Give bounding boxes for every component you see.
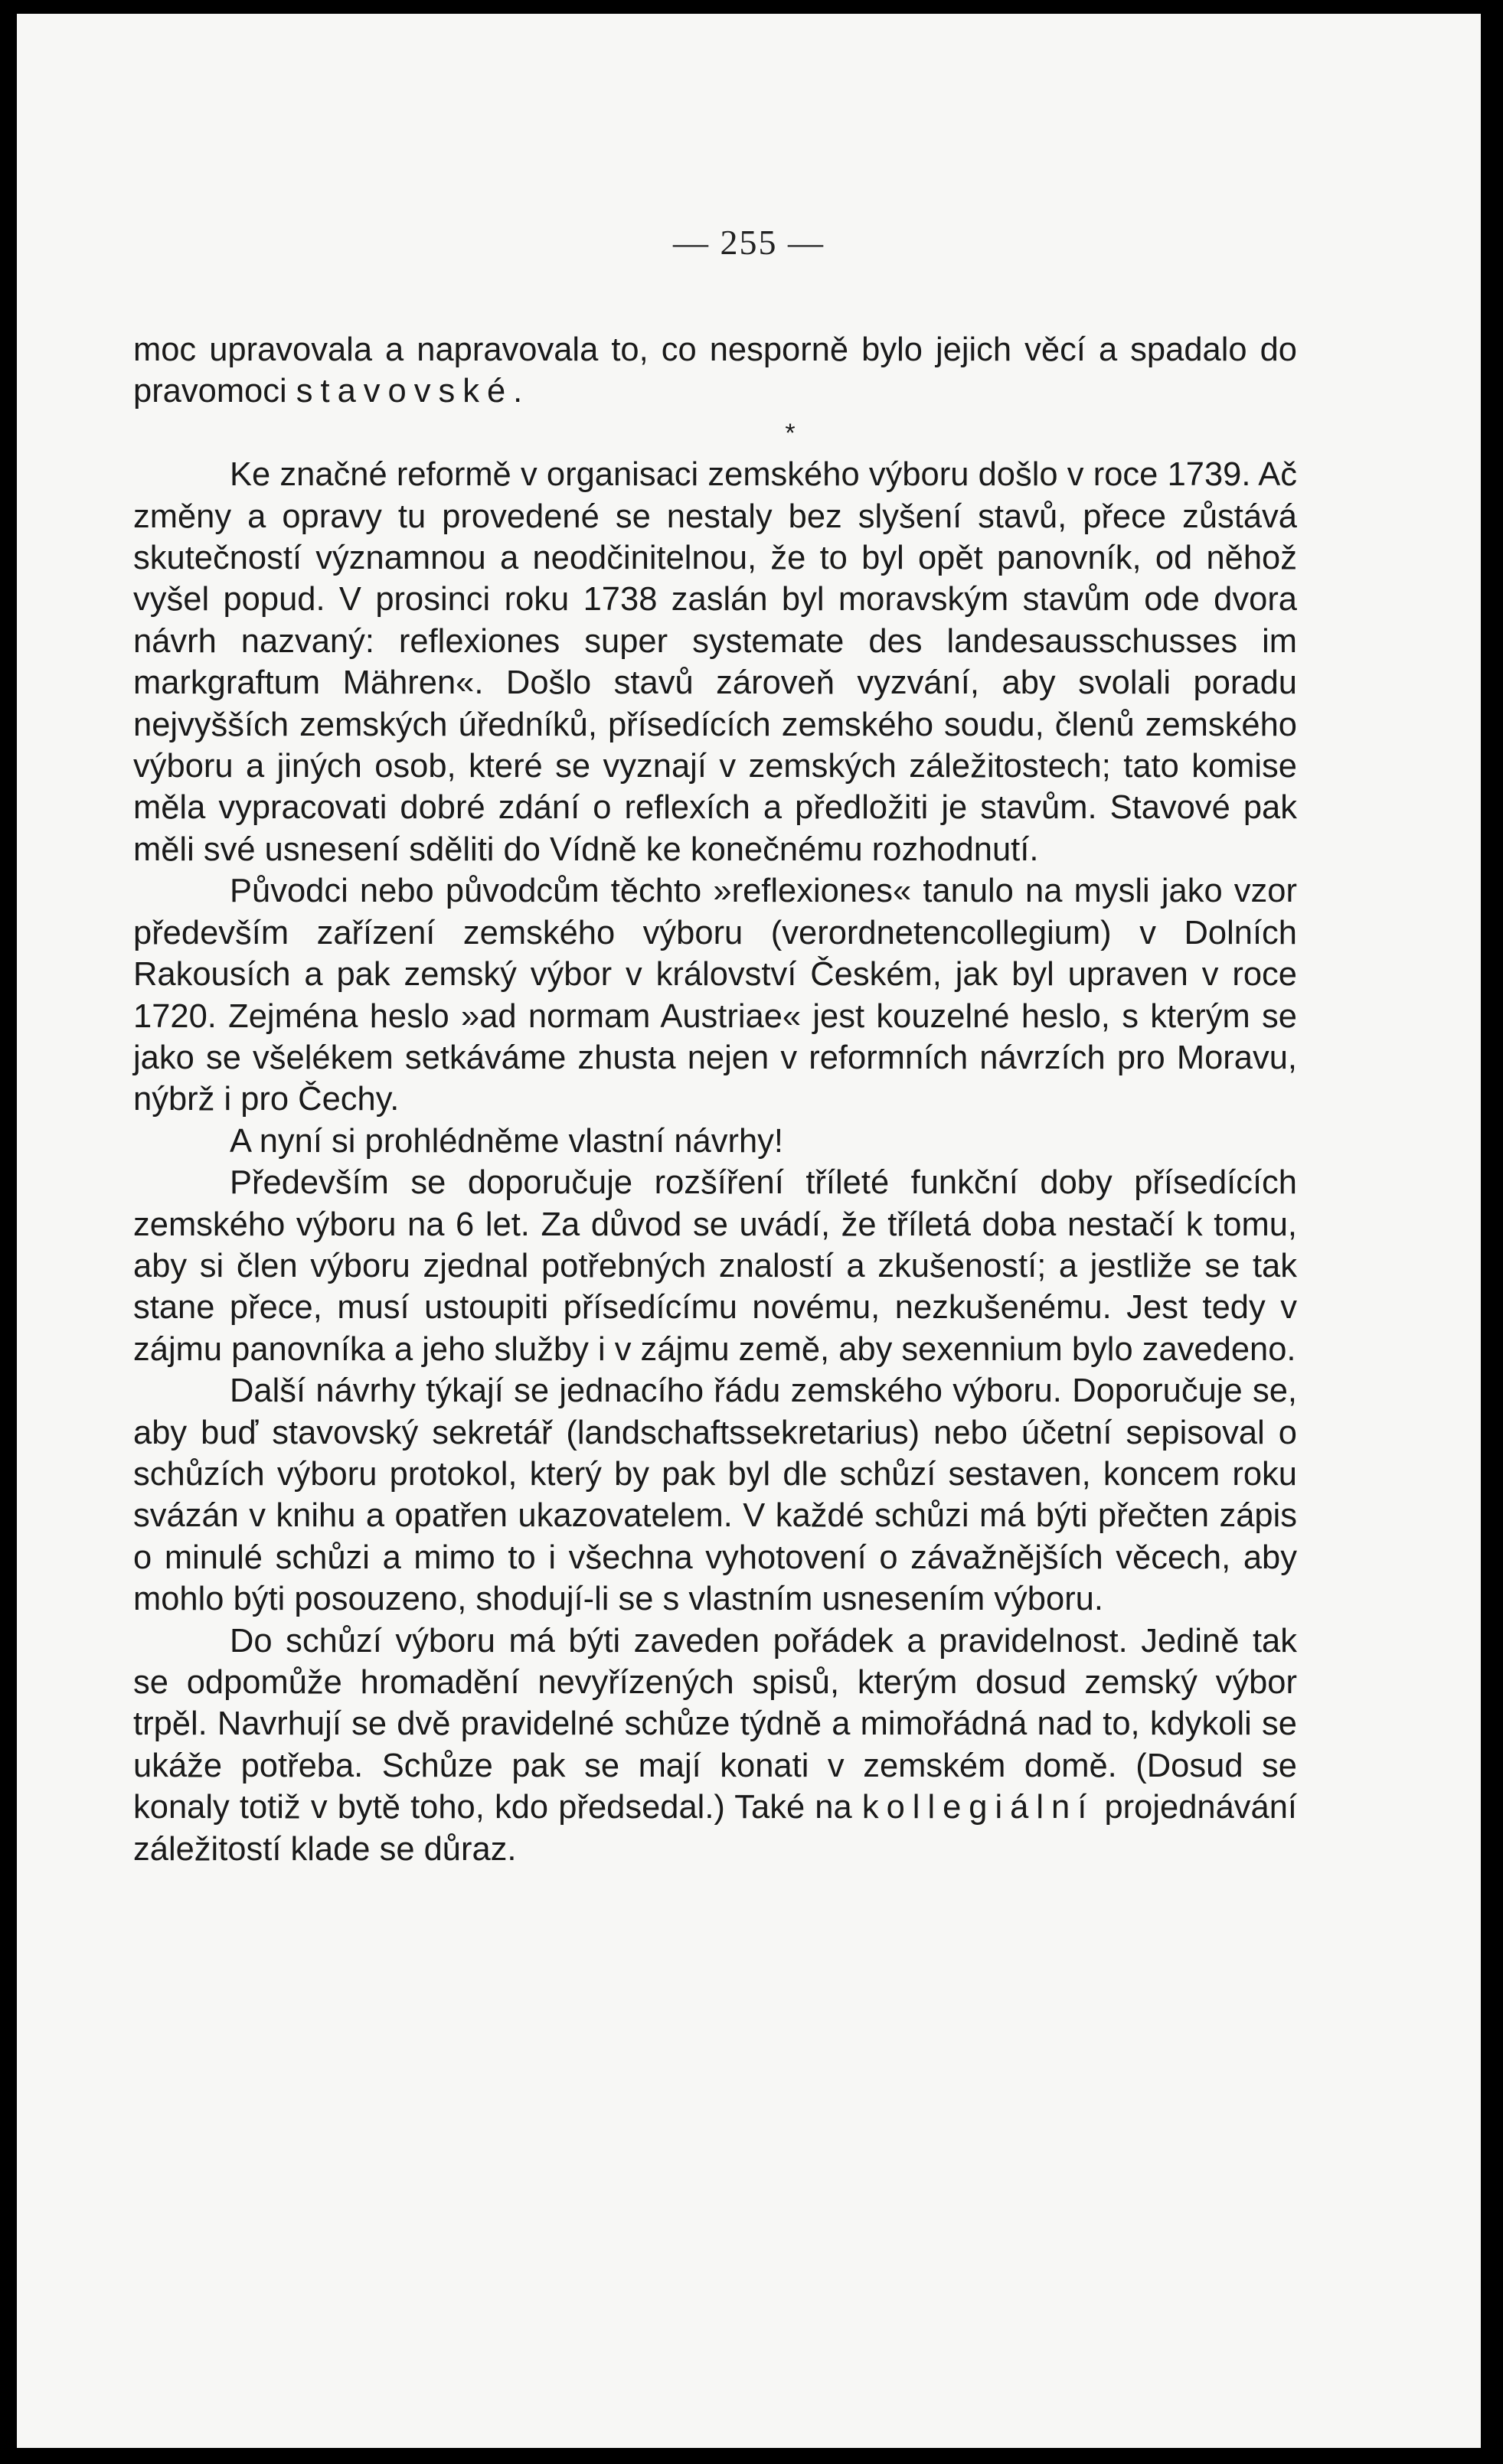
paragraph-1-end: . bbox=[513, 373, 523, 410]
spaced-word-kollegialni: kollegiální bbox=[861, 1789, 1095, 1826]
paragraph-4: A nyní si prohlédněme vlastní návrhy! bbox=[230, 1122, 783, 1160]
paragraph-6: Další návrhy týkají se jednacího řádu zemského výboru. Doporučuje se, aby buď stavovský sekretář (landschaftssekretarius) nebo účetní sepisoval o schůzích výboru protokol, který by pak byl dle schůzí sestaven, koncem roku svázán v knihu a opatřen ukazovatelem. V každé schůzi má býti přečten zápis o minulé schůzi a mimo to i všechna vyhotovení o závažnějších věcech, aby mohlo býti posouzeno, shodují-li se s vlastním usnesením výboru. bbox=[133, 1372, 1297, 1618]
paragraph-7-text: Do schůzí výboru má býti zaveden pořádek a pravidelnost. Jedině tak se odpomůže hromadění nevyřízených spisů, kterým dosud zemský výbor trpěl. Navrhují se dvě pravidelné schůze týdně a mimořádná nad to, kdykoli se ukáže potřeba. Schůze pak se mají konati v zemském domě. (Dosud se konaly totiž v bytě toho, kdo předsedal.) Také na bbox=[133, 1622, 1297, 1826]
section-separator: * bbox=[785, 418, 796, 448]
spaced-word-stavovske: stavovské bbox=[296, 373, 514, 410]
page-text bbox=[133, 329, 1297, 1870]
book-page bbox=[17, 14, 1481, 2448]
page-number: — 255 — bbox=[673, 223, 825, 262]
paragraph-7 bbox=[133, 1620, 1297, 1870]
paragraph-7-end: projednávání záležitostí klade se důraz. bbox=[133, 1789, 1297, 1868]
paragraph-5: Především se doporučuje rozšíření tříleté funkční doby přísedících zemského výboru na 6 let. Za důvod se uvádí, že tříletá doba nestačí k tomu, aby si člen výboru zjednal potřebných znalostí a zkušeností; a jestliže se tak stane přece, musí ustoupiti přísedícímu novému, nezkušenému. Jest tedy v zájmu panovníka a jeho služby i v zájmu země, aby sexennium bylo zavedeno. bbox=[133, 1164, 1297, 1368]
paragraph-1-text: moc upravovala a napravovala to, co nesporně bylo jejich věcí a spadalo do pravomoci bbox=[133, 331, 1297, 410]
paragraph-3: Původci nebo původcům těchto »reflexiones« tanulo na mysli jako vzor především zařízení zemského výboru (verordnetencollegium) v Dolních Rakousích a pak zemský výbor v království Českém, jak byl upraven v roce 1720. Zejména heslo »ad normam Austriae« jest kouzelné heslo, s kterým se jako se všelékem setkáváme zhusta nejen v reformních návrzích pro Moravu, nýbrž i pro Čechy. bbox=[133, 873, 1297, 1118]
paragraph-1 bbox=[133, 329, 1297, 413]
paragraph-2: Ke značné reformě v organisaci zemského výboru došlo v roce 1739. Ač změny a opravy tu provedené se nestaly bez slyšení stavů, přece zůstává skutečností významnou a neodčinitelnou, že to byl opět panovník, od něhož vyšel popud. V prosinci roku 1738 zaslán byl moravským stavům ode dvora návrh nazvaný: reflexiones super systemate des landesausschusses im markgraftum Mähren«. Došlo stavů zároveň vyzvání, aby svolali poradu nejvyšších zemských úředníků, přísedících zemského soudu, členů zemského výboru a jiných osob, které se vyznají v zemských záležitostech; tato komise měla vypracovati dobré zdání o reflexích a předložiti je stavům. Stavové pak měli své usnesení sděliti do Vídně ke konečnému rozhodnutí. bbox=[133, 456, 1297, 868]
